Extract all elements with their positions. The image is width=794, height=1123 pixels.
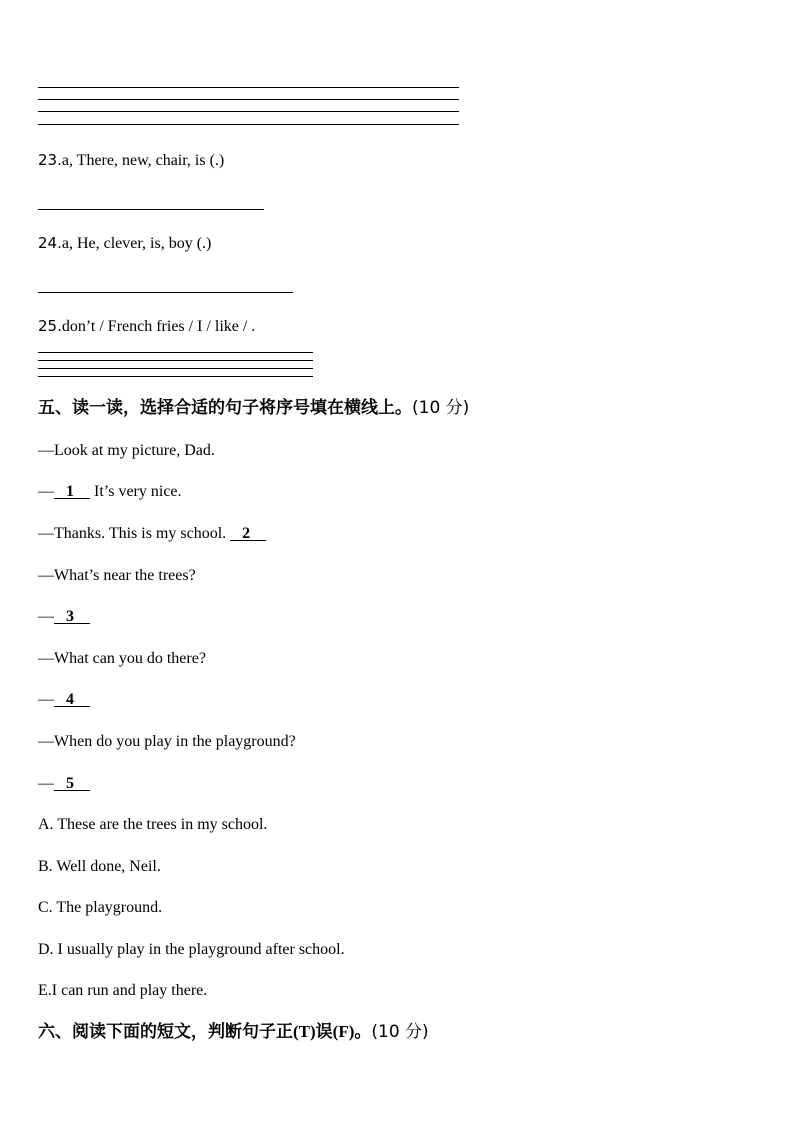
answer-line bbox=[38, 111, 459, 112]
answer-line bbox=[38, 360, 313, 361]
answer-blank-5[interactable]: 5 bbox=[66, 775, 74, 792]
dialogue-dash: — bbox=[38, 483, 54, 500]
answer-line bbox=[38, 376, 313, 377]
option-d: D. I usually play in the playground after school. bbox=[38, 941, 345, 958]
answer-line-24 bbox=[38, 292, 293, 293]
answer-blank-3[interactable]: 3 bbox=[66, 608, 74, 625]
dialogue-text: What’s near the trees? bbox=[54, 567, 196, 584]
option-a: A. These are the trees in my school. bbox=[38, 816, 268, 833]
answer-line bbox=[38, 368, 313, 369]
dialogue-dash: — bbox=[38, 525, 54, 542]
dialogue-dash: — bbox=[38, 691, 54, 708]
question-number: 23. bbox=[38, 151, 62, 169]
answer-blank-1[interactable]: 1 bbox=[66, 483, 74, 500]
question-number: 24. bbox=[38, 234, 62, 252]
dialogue-dash: — bbox=[38, 442, 54, 459]
question-24 bbox=[38, 233, 211, 254]
dialogue-line-3 bbox=[38, 524, 266, 544]
option-b: B. Well done, Neil. bbox=[38, 858, 161, 875]
true-marker: (T) bbox=[293, 1022, 316, 1041]
dialogue-line-4 bbox=[38, 566, 196, 586]
dialogue-text: It’s very nice. bbox=[90, 483, 182, 500]
answer-line bbox=[38, 124, 459, 125]
dialogue-text: Look at my picture, Dad. bbox=[54, 442, 215, 459]
dialogue-dash: — bbox=[38, 733, 54, 750]
answer-line bbox=[38, 87, 459, 88]
dialogue-line-5 bbox=[38, 607, 90, 627]
dialogue-dash: — bbox=[38, 775, 54, 792]
question-text: a, He, clever, is, boy (.) bbox=[61, 235, 212, 252]
section-6-heading bbox=[38, 1021, 429, 1043]
dialogue-text: What can you do there? bbox=[54, 650, 206, 667]
question-text: a, There, new, chair, is (.) bbox=[61, 152, 225, 169]
section-score: (10 分) bbox=[371, 1022, 429, 1042]
section-5-heading bbox=[38, 397, 469, 419]
section-score: (10 分) bbox=[412, 398, 470, 418]
dialogue-line-7 bbox=[38, 690, 90, 710]
answer-line-23 bbox=[38, 209, 264, 210]
dialogue-line-2 bbox=[38, 482, 182, 502]
answer-blank-2[interactable]: 2 bbox=[242, 525, 251, 542]
dialogue-dash: — bbox=[38, 650, 54, 667]
section-title-part: 。 bbox=[354, 1022, 372, 1042]
answer-line bbox=[38, 99, 459, 100]
dialogue-text: When do you play in the playground? bbox=[54, 733, 296, 750]
false-marker: (F) bbox=[332, 1022, 355, 1041]
answer-blank-4[interactable]: 4 bbox=[66, 691, 74, 708]
question-number: 25. bbox=[38, 317, 62, 335]
dialogue-dash: — bbox=[38, 608, 54, 625]
dialogue-line-8 bbox=[38, 732, 296, 752]
option-c: C. The playground. bbox=[38, 899, 163, 916]
question-23 bbox=[38, 150, 224, 171]
dialogue-line-9 bbox=[38, 774, 90, 794]
dialogue-text: Thanks. This is my school. bbox=[54, 525, 231, 542]
question-25 bbox=[38, 316, 255, 337]
section-title-part: 误 bbox=[315, 1022, 333, 1042]
dialogue-dash: — bbox=[38, 567, 54, 584]
section-title: 五、读一读，选择合适的句子将序号填在横线上。 bbox=[38, 398, 412, 418]
answer-line bbox=[38, 352, 313, 353]
section-title-part: 六、阅读下面的短文，判断句子正 bbox=[38, 1022, 293, 1042]
question-text: don’t / French fries / I / like / . bbox=[61, 318, 256, 335]
option-e: E.I can run and play there. bbox=[38, 982, 208, 999]
dialogue-line-6 bbox=[38, 649, 206, 669]
dialogue-line-1 bbox=[38, 441, 215, 461]
